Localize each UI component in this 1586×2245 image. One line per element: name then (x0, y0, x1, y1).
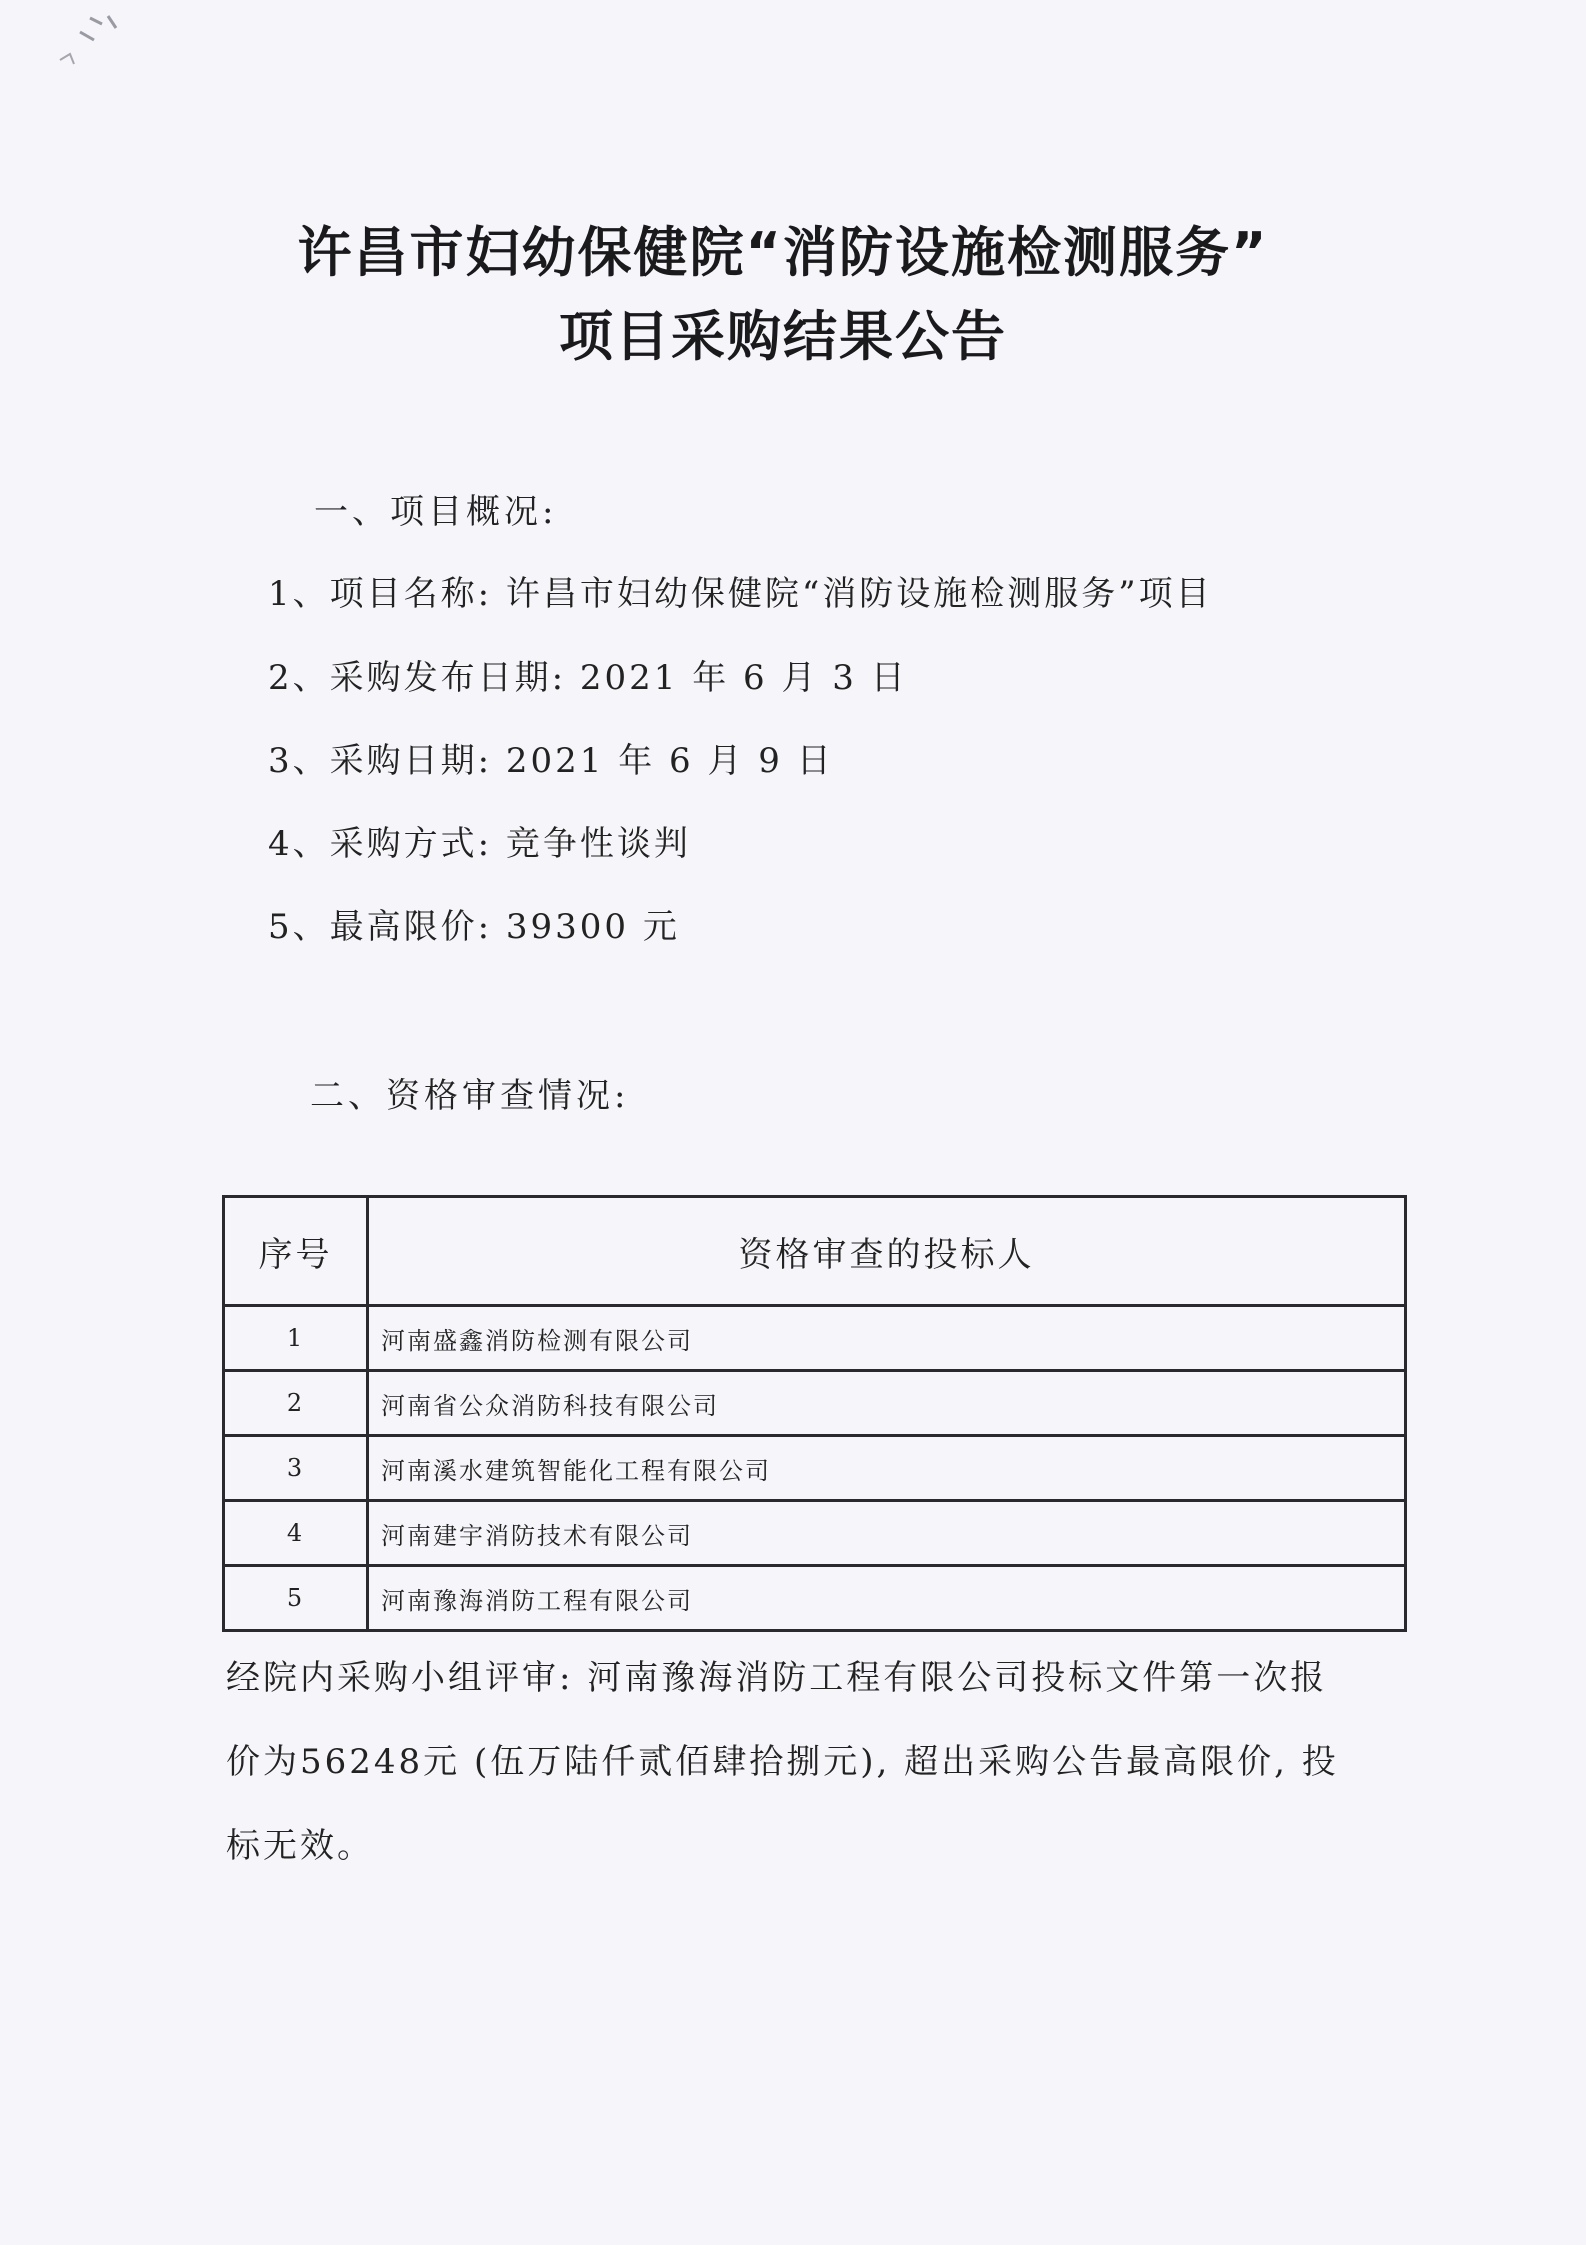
item-number: 2、 (268, 658, 330, 698)
overview-item (268, 650, 908, 699)
row-bidder-name: 河南溪水建筑智能化工程有限公司 (368, 1436, 1406, 1501)
row-bidder-name: 河南建宇消防技术有限公司 (368, 1501, 1406, 1566)
table-row (224, 1436, 1406, 1501)
table-header-row (224, 1197, 1406, 1306)
item-text: 采购发布日期: 2021 年 6 月 3 日 (329, 658, 908, 698)
item-text: 项目名称: 许昌市妇幼保健院“消防设施检测服务”项目 (329, 574, 1213, 614)
scan-mark-icon (50, 10, 140, 70)
row-bidder-name: 河南盛鑫消防检测有限公司 (368, 1306, 1406, 1371)
header-index: 序号 (224, 1197, 368, 1306)
review-conclusion: 经院内采购小组评审: 河南豫海消防工程有限公司投标文件第一次报价为56248元 (伍万陆仟贰佰肆拾捌元), 超出采购公告最高限价, 投标无效。 (226, 1658, 1339, 1866)
row-index: 4 (224, 1501, 368, 1566)
table-row (224, 1566, 1406, 1631)
row-index: 2 (224, 1371, 368, 1436)
bidder-table (222, 1195, 1407, 1632)
overview-item (268, 816, 691, 865)
overview-item (268, 566, 1213, 615)
overview-item (268, 733, 834, 782)
table-row (224, 1306, 1406, 1371)
table-row (224, 1501, 1406, 1566)
item-text: 采购日期: 2021 年 6 月 9 日 (329, 741, 834, 781)
row-bidder-name: 河南豫海消防工程有限公司 (368, 1566, 1406, 1631)
row-index: 5 (224, 1566, 368, 1631)
bidder-table-container (222, 1195, 1404, 1632)
item-text: 最高限价: 39300 元 (329, 907, 680, 947)
item-number: 3、 (268, 741, 330, 781)
section-heading-qualification: 二、资格审查情况: (310, 1076, 630, 1116)
row-bidder-name: 河南省公众消防科技有限公司 (368, 1371, 1406, 1436)
row-index: 1 (224, 1306, 368, 1371)
item-number: 5、 (268, 907, 330, 947)
document-title-line1: 许昌市妇幼保健院“消防设施检测服务” (297, 221, 1269, 284)
section-heading-overview: 一、项目概况: (314, 492, 558, 532)
item-text: 采购方式: 竞争性谈判 (329, 824, 691, 864)
row-index: 3 (224, 1436, 368, 1501)
item-number: 4、 (268, 824, 330, 864)
document-title-line2: 项目采购结果公告 (559, 305, 1007, 368)
overview-item (268, 899, 680, 948)
header-bidder: 资格审查的投标人 (368, 1197, 1406, 1306)
table-row (224, 1371, 1406, 1436)
item-number: 1、 (268, 574, 330, 614)
